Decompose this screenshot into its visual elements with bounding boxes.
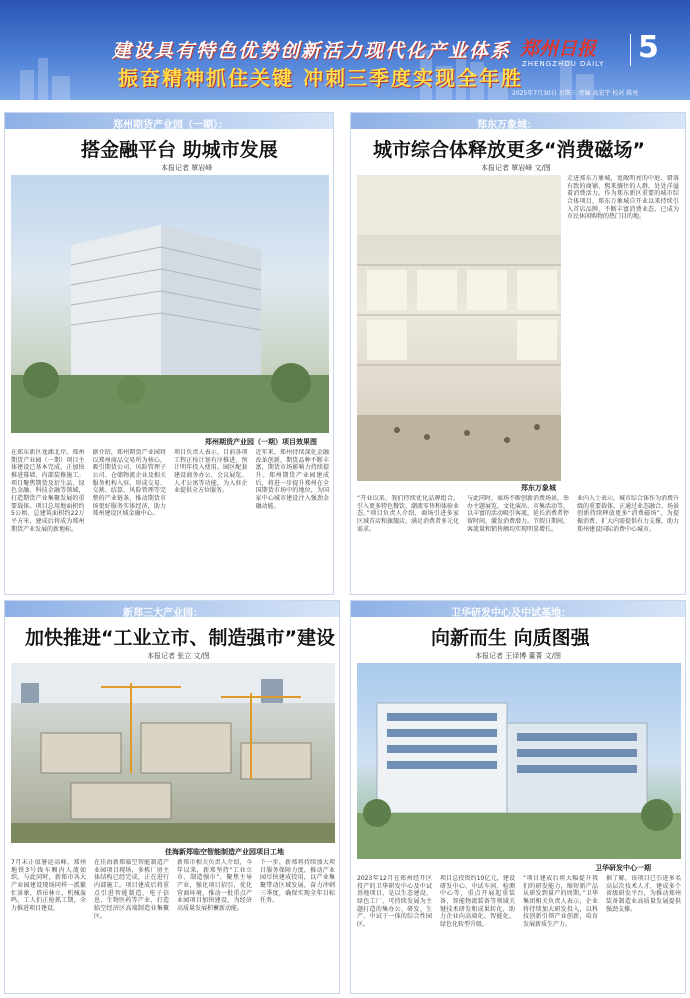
body-paragraph: 项目总投资约10亿元，建设研发中心、中试车间、检测中心等，重点开展起重装备、智能物流装备等领域关键技术研发和成果转化，助力企业向高端化、智能化、绿色化转型升级。 <box>440 875 515 929</box>
body-paragraph: 7月末正值暑运高峰，郑州地铁3号线车厢内人流如织。与此同时，新郑市各大产业园建设现场同样一派繁忙景象，塔吊林立，机械轰鸣，工人们正抢抓工期，全力推进项目建设。 <box>11 859 86 913</box>
article-byline: 本报记者 覃岩峰 文/图 <box>481 164 551 172</box>
article-weihua-rd-center <box>350 600 686 994</box>
body-paragraph: 项目负责人表示，目前各项工程正按计划有序推进，预计明年投入使用。园区配套建设商务办公、会议展览、人才公寓等功能，为入驻企业提供全方位服务。 <box>174 449 248 495</box>
article-byline: 本报记者 覃岩峰 <box>161 164 213 172</box>
slogan-line-1: 建设具有特色优势创新活力现代化产业体系 <box>112 40 512 62</box>
body-paragraph: 与此同时，商场不断创新消费场景，举办主题展览、文化演出、市集活动等，以丰富的活动吸引客流，延长消费者停留时间，激发消费潜力。节假日期间，客流量和销售额均实现明显增长。 <box>467 495 569 533</box>
article-body <box>357 495 679 591</box>
article-byline: 本报记者 张立 文/图 <box>147 652 210 660</box>
article-mixc-mall <box>350 112 686 595</box>
page-number: 5 <box>638 30 659 65</box>
article-kicker: 郑州期货产业园（一期）： <box>113 120 228 131</box>
article-headline: 加快推进“工业立市、制造强市”建设 <box>25 627 335 649</box>
rendering-photo <box>11 175 329 433</box>
article-kicker: 郑东万象城： <box>477 120 537 131</box>
body-paragraph: “开业以来，我们持续优化品牌组合，引入更多特色餐饮、潮流零售和体验业态。”项目负责人介绍，商场引进多家区域首店和旗舰店，满足消费者多元化需求。 <box>357 495 459 533</box>
article-headline: 搭金融平台 助城市发展 <box>81 139 278 161</box>
article-body <box>11 859 335 989</box>
building-illustration <box>357 663 681 859</box>
building-illustration <box>11 175 329 433</box>
body-paragraph: 2023年12月在郑州经开区投产的卫华研发中心及中试基地项目，是以生态建设、绿色工厂、可持续发展为主题打造的集办公、研发、生产、中试于一体的综合性园区。 <box>357 875 432 929</box>
photo-caption: 郑东万象城 <box>521 484 556 492</box>
article-headline: 城市综合体释放更多“消费磁场” <box>373 139 645 161</box>
construction-illustration <box>11 663 335 843</box>
body-paragraph: 在郑东新区龙湖北岸，郑州期货产业园（一期）项目主体建设已基本完成，正加快推进幕墙、内部装修施工。项目聚焦期货及衍生品、绿色金融、科技金融等领域，打造期货产业集聚发展的重要载体。项目总用地面积约5公顷，总建筑面积约22万平方米，建成后将成为郑州期货产业发展的新地标。 <box>11 449 85 533</box>
body-paragraph: 业内人士表示，城市综合体作为消费升级的重要载体，正通过业态融合、场景创新持续释放更多“消费磁场”，为提振消费、扩大内需提供有力支撑，助力郑州建设国际消费中心城市。 <box>577 495 679 533</box>
article-body <box>357 875 681 989</box>
article-futures-park <box>4 112 334 595</box>
body-paragraph: 据了解，该项目已引进多名高层次技术人才，建成多个省级研发平台，为推动郑州装备制造业高质量发展提供强劲支撑。 <box>606 875 681 913</box>
photo-caption: 郑州期货产业园（一期）项目效果图 <box>205 438 317 446</box>
date-line: 2025年7月30日 星期三 责编 高宏宇 校对 陈亮 <box>512 90 639 97</box>
article-body <box>11 449 329 591</box>
body-paragraph: 据介绍，郑州期货产业园将以郑州商品交易所为核心，吸引期货公司、风险管理子公司、仓储物流企业及相关服务机构入驻，形成交易、交割、结算、风险管理等完整的产业链条，推动期货市场更好服务实体经济，助力郑州建设区域金融中心。 <box>92 449 166 518</box>
mall-interior-photo <box>357 175 561 481</box>
slogan-line-2: 振奋精神抓住关键 冲刺三季度实现全年胜 <box>118 66 523 90</box>
rd-center-photo <box>357 663 681 859</box>
construction-site-photo <box>11 663 335 843</box>
article-body-side <box>567 175 679 475</box>
article-kicker: 新郑三大产业园： <box>123 608 203 619</box>
article-byline: 本报记者 王译博 董菁 文/图 <box>475 652 562 660</box>
masthead-divider <box>630 34 631 66</box>
newspaper-logo-en: ZHENGZHOU DAILY <box>522 60 605 68</box>
newspaper-logo: 郑州日报 <box>520 38 597 60</box>
article-kicker: 卫华研发中心及中试基地： <box>451 608 571 619</box>
photo-caption: 佳海新郑临空智能制造产业园项目工地 <box>165 848 284 856</box>
body-paragraph: 下一步，新郑将持续加大项目服务保障力度，推动产业园尽快建成投用，以产业集聚带动区域发展，奋力冲刺三季度，确保实现全年目标任务。 <box>260 859 335 905</box>
article-xinzheng-parks <box>4 600 340 994</box>
article-headline: 向新而生 向质图强 <box>431 627 590 649</box>
body-paragraph: 走进郑东万象城，宽敞明亮的中庭、错落有致的商铺、熙来攘往的人群，处处洋溢着消费活力。作为郑东新区重要的城市综合体项目，郑东万象城自开业以来持续引入首店品牌，不断丰富消费业态，已成为市民休闲购物的热门目的地。 <box>567 175 679 221</box>
body-paragraph: 新郑市相关负责人介绍，今年以来，新郑坚持“工业立市、制造强市”，聚焦主导产业，强化项目招引，优化营商环境，推动一批重点产业园项目加快建设，为经济高质量发展积蓄新动能。 <box>177 859 252 913</box>
body-paragraph: “项目建成后将大幅提升我们的研发能力，缩短新产品从研发到量产的周期。”卫华集团相关负责人表示，企业将持续加大研发投入，以科技创新引领产业创新，培育发展新质生产力。 <box>523 875 598 929</box>
photo-caption: 卫华研发中心一期 <box>595 864 651 872</box>
body-paragraph: 近年来，郑州持续深化金融改革创新，期货品种不断丰富，期货市场影响力持续提升。郑州期货产业园建成后，将进一步提升郑州在全国期货市场中的地位，为国家中心城市建设注入强劲金融动能。 <box>255 449 329 510</box>
masthead <box>0 0 690 100</box>
body-paragraph: 在佳海新郑临空智能制造产业园项目现场，多栋厂房主体结构已经完成，正在进行内部施工。项目建成后将重点引进智能制造、电子信息、生物医药等产业，打造临空经济区高端制造业集聚区。 <box>94 859 169 920</box>
mall-illustration <box>357 175 561 481</box>
